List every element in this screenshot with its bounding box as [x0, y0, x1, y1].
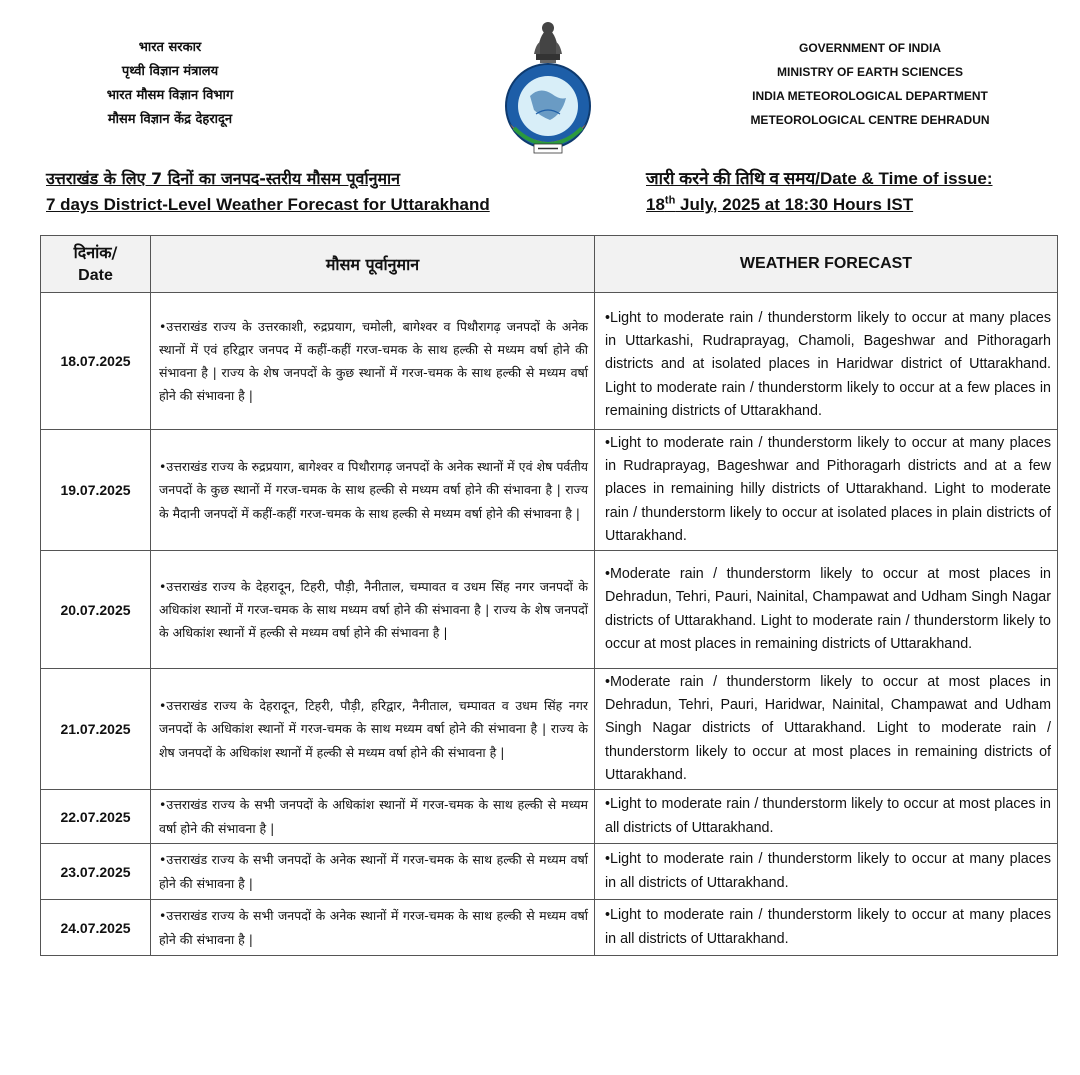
header-english-line: INDIA METEOROLOGICAL DEPARTMENT — [752, 89, 988, 103]
row-english-forecast — [595, 900, 1058, 956]
issue-day: 18 — [646, 195, 665, 214]
hindi-forecast-text: उत्तराखंड राज्य के रुद्रप्रयाग, बागेश्वर व पिथौरागढ़ जनपदों के अनेक स्थानों में एवं शेष पर्वतीय जनपदों के कुछ स्थानों में गरज-चमक के साथ हल्की से मध्यम वर्षा होने की संभावना है | राज्य के मैदानी जनपदों में कहीं-कहीं गरज-चमक के साथ हल्की से मध्यम वर्षा होने की संभावना है | — [159, 459, 588, 521]
col-header-date-hi: दिनांक/ — [73, 243, 118, 262]
hindi-forecast-text: उत्तराखंड राज्य के देहरादून, टिहरी, पौड़ी, नैनीताल, चम्पावत व उधम सिंह नगर जनपदों के अधिकांश स्थानों में गरज-चमक के साथ मध्यम वर्षा होने की संभावना है | राज्य के शेष जनपदों के अधिकांश स्थानों में हल्की से मध्यम वर्षा होने की संभावना है | — [159, 578, 588, 641]
header-hindi-line: मौसम विज्ञान केंद्र देहरादून — [107, 112, 233, 127]
title-hindi: उत्तराखंड के लिए 7 दिनों का जनपद-स्तरीय मौसम पूर्वानुमान — [46, 169, 401, 188]
english-forecast-text: Moderate rain / thunderstorm likely to occur at most places in Dehradun, Tehri, Pauri, Haridwar, Nainital, Champawat and Udham Singh Nagar districts of Uttarakhand. Light to moderate rain / thunderstorm likely to occur at most places in remaining districts of Uttarakhand. — [605, 674, 1051, 783]
issue-rest: July, 2025 at 18:30 Hours IST — [675, 195, 914, 214]
document-title — [46, 166, 490, 218]
table-row — [41, 430, 1058, 551]
header-english — [720, 36, 1020, 132]
hindi-forecast-text: उत्तराखंड राज्य के सभी जनपदों के अनेक स्थानों में गरज-चमक के साथ हल्की से मध्यम वर्षा होने की संभावना है | — [159, 908, 588, 947]
issue-day-suffix: th — [664, 194, 676, 207]
header-hindi-line: पृथ्वी विज्ञान मंत्रालय — [121, 64, 219, 79]
col-header-date — [41, 236, 151, 293]
english-forecast-text: Light to moderate rain / thunderstorm likely to occur at many places in all districts of Uttarakhand. — [605, 851, 1051, 891]
english-forecast-text: Light to moderate rain / thunderstorm likely to occur at many places in Rudraprayag, Bageshwar and Pithoragarh districts and at a few places in remaining hilly districts of Uttarakhand. Light to moderate rain / thunderstorm likely to occur at isolated places in plain districts of Uttarakhand. — [605, 435, 1051, 544]
row-english-forecast — [595, 844, 1058, 900]
header-english-line: MINISTRY OF EARTH SCIENCES — [776, 65, 964, 79]
english-forecast-text: Light to moderate rain / thunderstorm likely to occur at many places in all districts of Uttarakhand. — [605, 907, 1051, 947]
row-hindi-forecast — [151, 669, 595, 790]
hindi-forecast-text: उत्तराखंड राज्य के उत्तरकाशी, रुद्रप्रयाग, चमोली, बागेश्वर व पिथौरागढ़ जनपदों के अनेक स्थानों में एवं हरिद्वार जनपद में कहीं-कहीं गरज-चमक के साथ हल्की से मध्यम वर्षा होने की संभावना है | राज्य के शेष जनपदों के कुछ स्थानों में गरज-चमक के साथ हल्की से मध्यम वर्षा होने की संभावना है | — [159, 318, 588, 404]
row-english-forecast — [595, 551, 1058, 669]
table-row — [41, 844, 1058, 900]
row-english-forecast — [595, 669, 1058, 790]
row-date: 18.07.2025 — [41, 293, 151, 430]
header-hindi — [60, 36, 280, 132]
row-date: 22.07.2025 — [41, 790, 151, 844]
row-hindi-forecast — [151, 551, 595, 669]
table-row — [41, 551, 1058, 669]
row-date: 19.07.2025 — [41, 430, 151, 551]
table-row — [41, 790, 1058, 844]
hindi-forecast-text: उत्तराखंड राज्य के देहरादून, टिहरी, पौड़ी, हरिद्वार, नैनीताल, चम्पावत व उधम सिंह नगर जनपदों के अधिकांश स्थानों में गरज-चमक के साथ मध्यम वर्षा होने की संभावना है | राज्य के शेष जनपदों के अधिकांश स्थानों में हल्की से मध्यम वर्षा होने की संभावना है | — [159, 698, 588, 760]
table-header-row — [41, 236, 1058, 293]
hindi-forecast-text: उत्तराखंड राज्य के सभी जनपदों के अनेक स्थानों में गरज-चमक के साथ हल्की से मध्यम वर्षा होने की संभावना है | — [159, 852, 588, 891]
forecast-table — [40, 235, 1058, 956]
row-date: 20.07.2025 — [41, 551, 151, 669]
row-hindi-forecast — [151, 844, 595, 900]
col-header-date-en: Date — [78, 267, 113, 284]
header-hindi-line: भारत मौसम विज्ञान विभाग — [106, 88, 234, 103]
english-forecast-text: Light to moderate rain / thunderstorm likely to occur at most places in all districts of Uttarakhand. — [605, 796, 1051, 836]
header-english-line: METEOROLOGICAL CENTRE DEHRADUN — [750, 113, 990, 127]
row-english-forecast — [595, 430, 1058, 551]
table-row — [41, 669, 1058, 790]
row-date: 21.07.2025 — [41, 669, 151, 790]
header-hindi-line: भारत सरकार — [138, 40, 202, 55]
row-english-forecast — [595, 293, 1058, 430]
col-header-english: WEATHER FORECAST — [595, 236, 1058, 293]
issue-datetime — [646, 192, 993, 218]
table-row — [41, 900, 1058, 956]
row-date: 24.07.2025 — [41, 900, 151, 956]
col-header-hindi: मौसम पूर्वानुमान — [151, 236, 595, 293]
row-date: 23.07.2025 — [41, 844, 151, 900]
table-row — [41, 293, 1058, 430]
issue-label: जारी करने की तिथि व समय/Date & Time of issue: — [646, 169, 993, 188]
row-hindi-forecast — [151, 790, 595, 844]
english-forecast-text: Light to moderate rain / thunderstorm likely to occur at many places in Uttarkashi, Rudraprayag, Chamoli, Bageshwar and Pithoragarh districts and at isolated places in Haridwar district of Uttarakhand. Light to moderate rain / thunderstorm likely to occur at a few places in remaining districts of Uttarakhand. — [605, 309, 1051, 419]
row-english-forecast — [595, 790, 1058, 844]
row-hindi-forecast — [151, 900, 595, 956]
issue-info — [646, 166, 993, 218]
header-english-line: GOVERNMENT OF INDIA — [798, 41, 941, 55]
english-forecast-text: Moderate rain / thunderstorm likely to occur at most places in Dehradun, Tehri, Pauri, Nainital, Champawat and Udham Singh Nagar districts of Uttarakhand. Light to moderate rain / thunderstorm likely to occur at most places in remaining districts of Uttarakhand. — [605, 566, 1051, 652]
hindi-forecast-text: उत्तराखंड राज्य के सभी जनपदों के अधिकांश स्थानों में गरज-चमक के साथ हल्की से मध्यम वर्षा होने की संभावना है | — [159, 797, 588, 836]
imd-emblem-icon — [500, 14, 596, 158]
row-hindi-forecast — [151, 293, 595, 430]
title-english: 7 days District-Level Weather Forecast for Uttarakhand — [46, 195, 490, 214]
row-hindi-forecast — [151, 430, 595, 551]
